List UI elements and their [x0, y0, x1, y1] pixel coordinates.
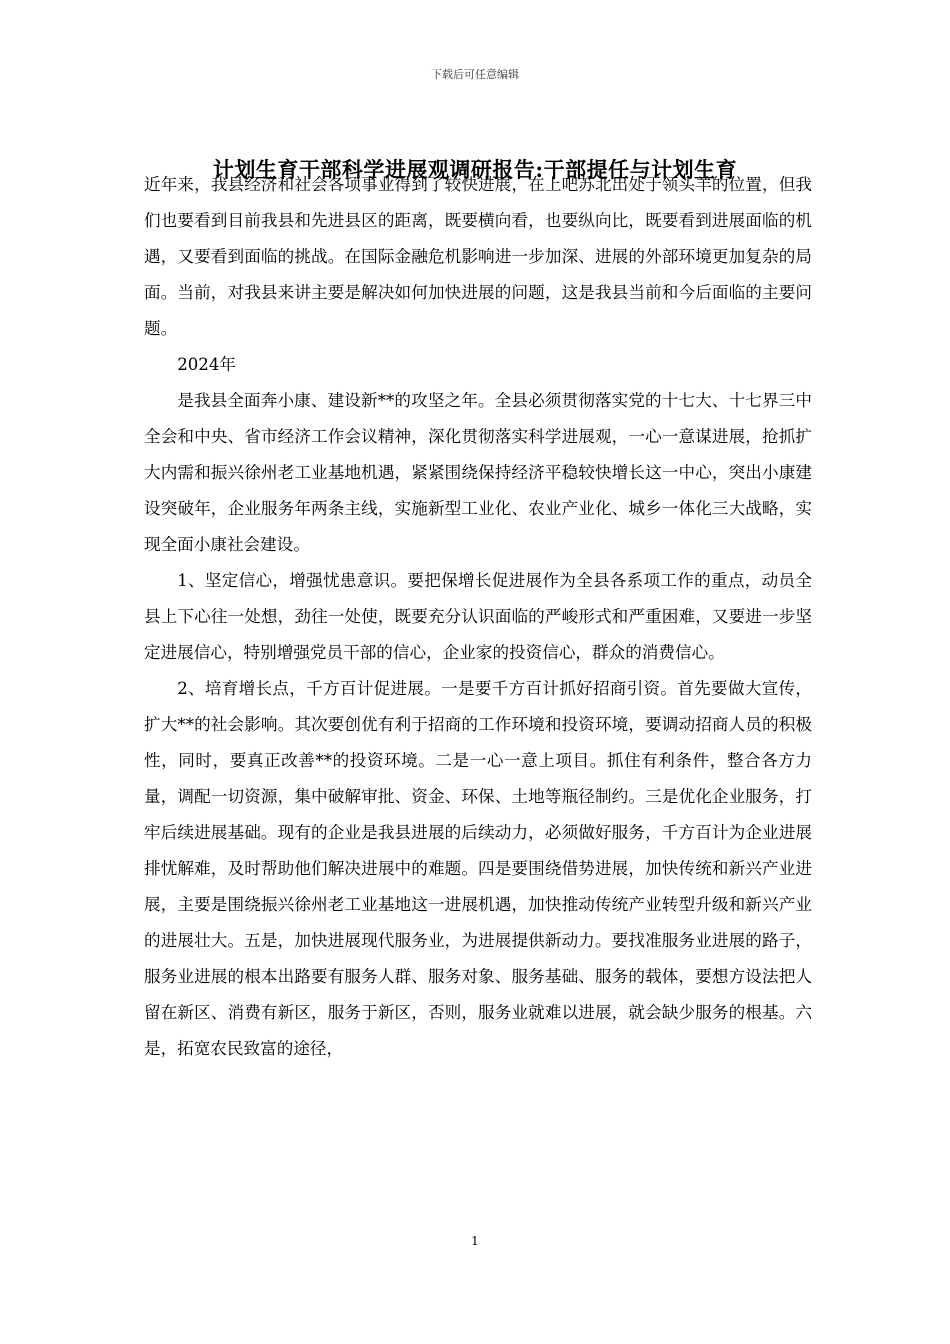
- paragraph-point-2: 2、培育增长点，千方百计促进展。一是要千方百计抓好招商引资。首先要做大宣传，扩大**的社会影响。其次要创优有利于招商的工作环境和投资环境，要调动招商人员的积极性，同时，要真正改善**的投资环境。二是一心一意上项目。抓住有利条件，整合各方力量，调配一切资源，集中破解审批、资金、环保、土地等瓶径制约。三是优化企业服务，打牢后续进展基础。现有的企业是我县进展的后续动力，必须做好服务，千方百计为企业进展排忧解难，及时帮助他们解决进展中的难题。四是要围绕借势进展，加快传统和新兴产业进展，主要是围绕振兴徐州老工业基地这一进展机遇，加快推动传统产业转型升级和新兴产业的进展壮大。五是，加快进展现代服务业，为进展提供新动力。要找准服务业进展的路子，服务业进展的根本出路要有服务人群、服务对象、服务基础、服务的载体，要想方设法把人留在新区、消费有新区，服务于新区，否则，服务业就难以进展，就会缺少服务的根基。六是，拓宽农民致富的途径，: [144, 679, 812, 1058]
- page-number: 1: [471, 1234, 479, 1248]
- header-note: 下载后可任意编辑: [431, 68, 519, 81]
- document-title: 计划生育干部科学进展观调研报告:干部提任与计划生育: [212, 157, 738, 182]
- paragraph-intro: 近年来，我县经济和社会各项事业得到了较快进展，在上吧苏北出处于领头羊的位置，但我们也要看到目前我县和先进县区的距离，既要横向看，也要纵向比，既要看到进展面临的机遇，又要看到面临的挑战。在国际金融危机影响进一步加深、进展的外部环境更加复杂的局面。当前，对我县来讲主要是解决如何加快进展的问题，这是我县当前和今后面临的主要问题。: [144, 175, 812, 338]
- document-body: [144, 167, 812, 1067]
- paragraph-goals: 是我县全面奔小康、建设新**的攻坚之年。全县必须贯彻落实党的十七大、十七界三中全会和中央、省市经济工作会议精神，深化贯彻落实科学进展观，一心一意谋进展，抢抓扩大内需和振兴徐州老工业基地机遇，紧紧围绕保持经济平稳较快增长这一中心，突出小康建设突破年，企业服务年两条主线，实施新型工业化、农业产业化、城乡一体化三大战略，实现全面小康社会建设。: [144, 391, 812, 554]
- paragraph-point-1: 1、坚定信心，增强忧患意识。要把保增长促进展作为全县各系项工作的重点，动员全县上下心往一处想，劲往一处使，既要充分认识面临的严峻形式和严重困难，又要进一步坚定进展信心，特别增强党员干部的信心，企业家的投资信心，群众的消费信心。: [144, 571, 812, 662]
- paragraph-year: 2024年: [177, 355, 237, 374]
